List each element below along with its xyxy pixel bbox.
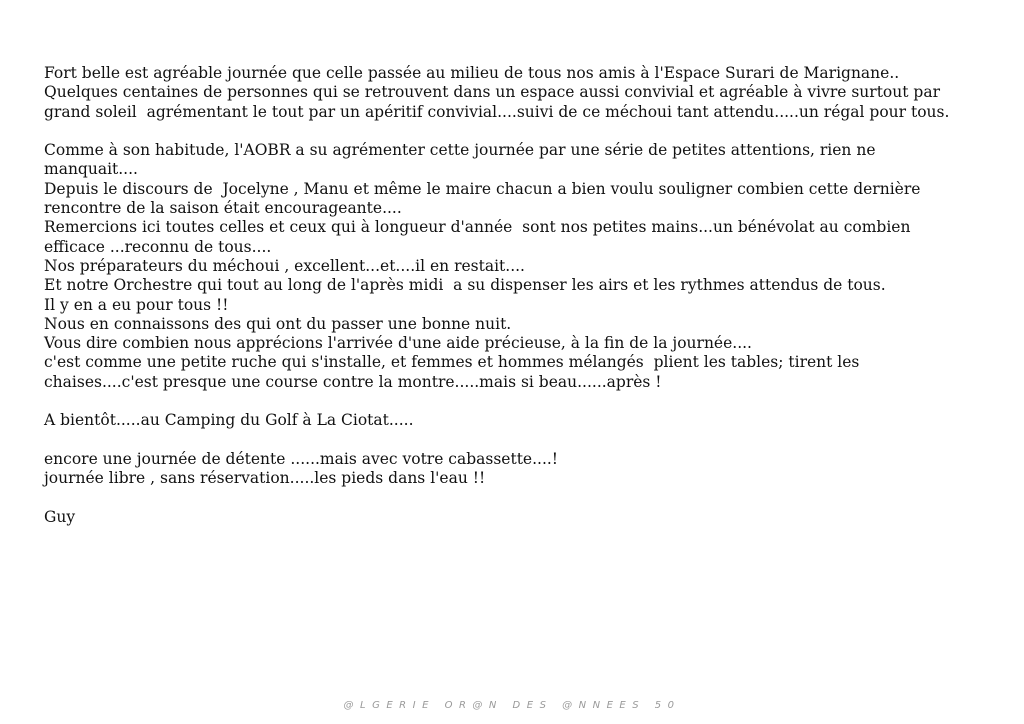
text-line: Nous en connaissons des qui ont du passer une bonne nuit.: [44, 314, 512, 333]
text-line: rencontre de la saison était encourageante....: [44, 199, 402, 218]
paragraph-next-event: [44, 411, 1004, 430]
text-line: Vous dire combien nous apprécions l'arrivée d'une aide précieuse, à la fin de la journée....: [44, 334, 752, 353]
signature-name: Guy: [44, 507, 76, 526]
page-footer: @LGERIE OR@N DES @NNEES 50: [343, 700, 681, 711]
text-line: journée libre , sans réservation.....les pieds dans l'eau !!: [44, 469, 486, 488]
text-line: Quelques centaines de personnes qui se retrouvent dans un espace aussi convivial et agréable à vivre surtout par: [44, 83, 940, 102]
text-line: efficace ...reconnu de tous....: [44, 237, 272, 256]
text-line: Depuis le discours de Jocelyne , Manu et même le maire chacun a bien voulu souligner combien cette dernière: [44, 179, 921, 198]
letter-body: [44, 64, 1004, 546]
text-line: Comme à son habitude, l'AOBR a su agrémenter cette journée par une série de petites attentions, rien ne: [44, 141, 876, 160]
paragraph-details: [44, 141, 1004, 392]
text-line: grand soleil agrémentant le tout par un apéritif convivial....suivi de ce méchoui tant attendu.....un régal pour tous.: [44, 102, 950, 121]
text-line: manquait....: [44, 160, 138, 179]
text-line: A bientôt.....au Camping du Golf à La Ciotat.....: [44, 411, 414, 430]
text-line: Nos préparateurs du méchoui , excellent...et....il en restait....: [44, 256, 525, 275]
text-line: Il y en a eu pour tous !!: [44, 295, 229, 314]
text-line: encore une journée de détente ......mais avec votre cabassette....!: [44, 449, 559, 468]
text-line: Remercions ici toutes celles et ceux qui à longueur d'année sont nos petites mains...un bénévolat au combien: [44, 218, 911, 237]
paragraph-event-details: [44, 450, 1004, 489]
text-line: c'est comme une petite ruche qui s'installe, et femmes et hommes mélangés plient les tables; tirent les: [44, 353, 860, 372]
paragraph-intro: [44, 64, 1004, 122]
text-line: chaises....c'est presque une course contre la montre.....mais si beau......après !: [44, 372, 662, 391]
text-line: Et notre Orchestre qui tout au long de l'après midi a su dispenser les airs et les rythmes attendus de tous.: [44, 276, 886, 295]
text-line: Fort belle est agréable journée que celle passée au milieu de tous nos amis à l'Espace Surari de Marignane..: [44, 64, 900, 82]
signature: [44, 508, 1004, 527]
